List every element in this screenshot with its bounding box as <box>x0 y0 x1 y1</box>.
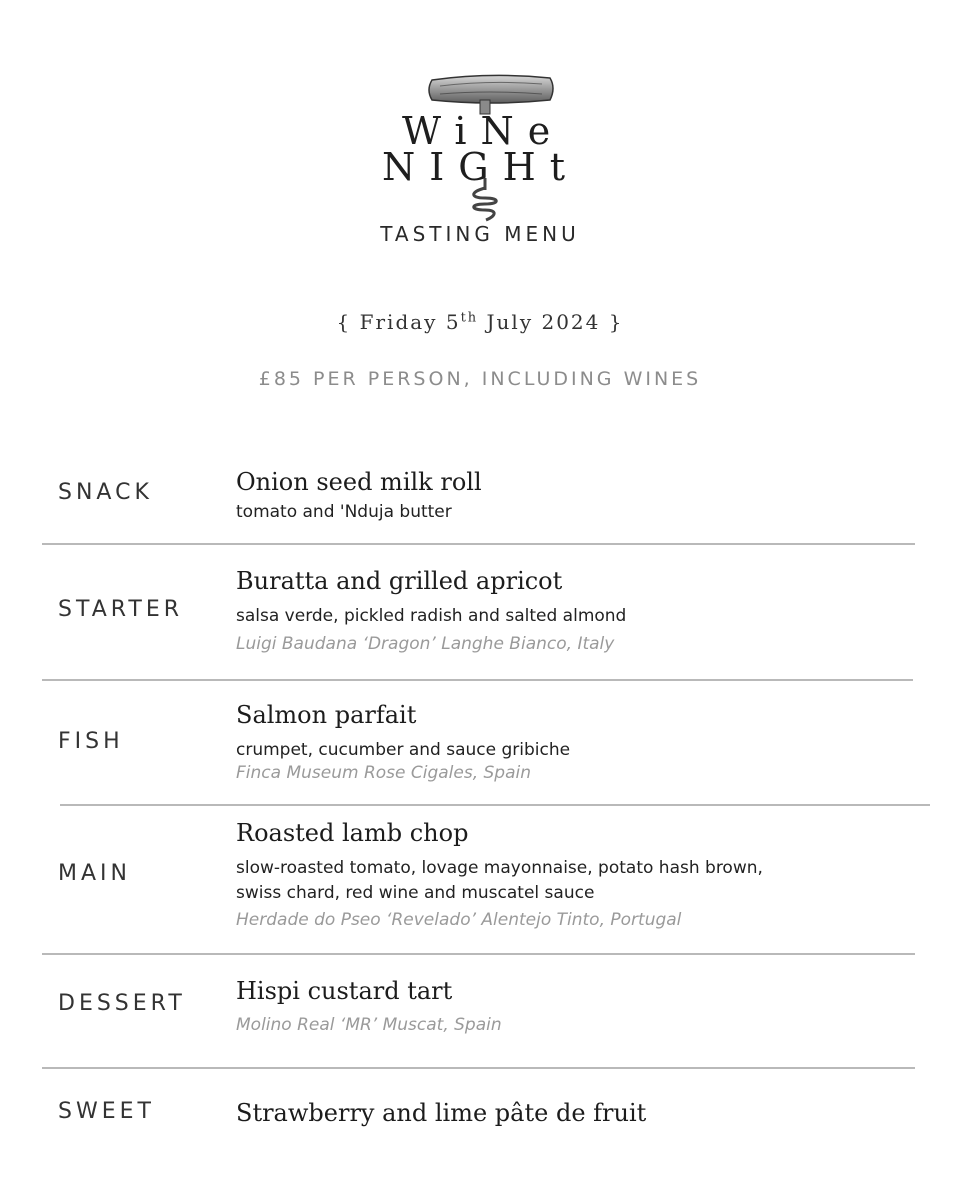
event-date <box>0 310 960 334</box>
dish-description-snack: tomato and 'Nduja butter <box>236 502 452 522</box>
price-line: £85 PER PERSON, INCLUDING WINES <box>258 368 702 390</box>
dish-title-dessert: Hispi custard tart <box>236 977 453 1005</box>
wine-pairing-fish: Finca Museum Rose Cigales, Spain <box>236 763 532 783</box>
dish-title-sweet: Strawberry and lime pâte de fruit <box>236 1099 647 1127</box>
course-label-starter: STARTER <box>58 597 184 622</box>
section-divider <box>42 953 915 955</box>
date-suffix: July 2024 } <box>478 310 624 334</box>
section-divider <box>60 804 930 806</box>
section-divider <box>42 543 915 545</box>
dish-title-snack: Onion seed milk roll <box>236 468 482 496</box>
logo-word-wine: WiNe <box>402 109 565 153</box>
dish-description-fish: crumpet, cucumber and sauce gribiche <box>236 740 571 760</box>
wine-pairing-main: Herdade do Pseo ‘Revelado’ Alentejo Tinto, Portugal <box>236 910 682 930</box>
section-divider <box>42 679 913 681</box>
course-label-fish: FISH <box>58 729 124 754</box>
course-label-main: MAIN <box>58 861 131 886</box>
logo-word-night: NIGHt <box>382 145 580 189</box>
section-divider <box>42 1067 915 1069</box>
wine-night-logo <box>380 70 600 230</box>
dish-description-main-line-1: slow-roasted tomato, lovage mayonnaise, potato hash brown, <box>236 858 763 878</box>
dish-title-starter: Buratta and grilled apricot <box>236 567 563 595</box>
course-label-snack: SNACK <box>58 480 153 505</box>
course-label-sweet: SWEET <box>58 1099 155 1124</box>
dish-description-main-line-2: swiss chard, red wine and muscatel sauce <box>236 883 595 903</box>
dish-description-starter: salsa verde, pickled radish and salted almond <box>236 606 627 626</box>
course-label-dessert: DESSERT <box>58 991 186 1016</box>
dish-title-main: Roasted lamb chop <box>236 819 469 847</box>
menu-subtitle: TASTING MENU <box>380 222 580 246</box>
dish-title-fish: Salmon parfait <box>236 701 417 729</box>
wine-pairing-starter: Luigi Baudana ‘Dragon’ Langhe Bianco, Italy <box>236 634 615 654</box>
wine-pairing-dessert: Molino Real ‘MR’ Muscat, Spain <box>236 1015 502 1035</box>
date-prefix: { Friday 5 <box>336 310 461 334</box>
date-ordinal: th <box>460 310 479 326</box>
